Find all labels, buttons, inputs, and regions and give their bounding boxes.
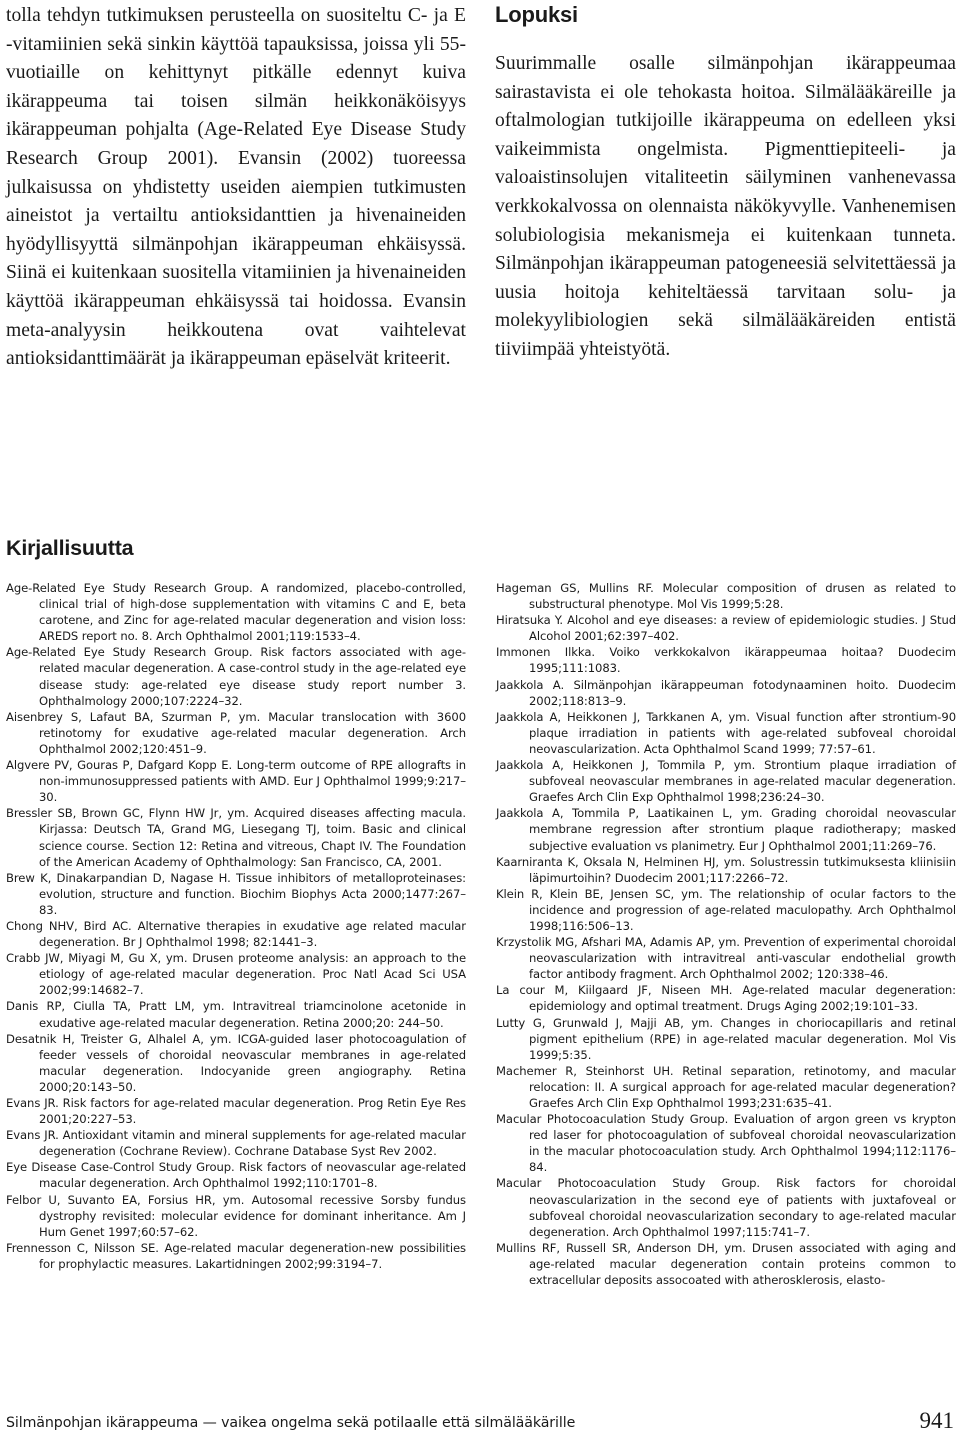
reference-entry: Chong NHV, Bird AC. Alternative therapies in exudative age related macular degeneration. Br J Ophthalmol 1998; 82:1441–3.: [6, 918, 466, 950]
reference-entry: Age-Related Eye Study Research Group. A randomized, placebo-controlled, clinical trial of high-dose supplementation with vitamins C and E, beta carotene, and Zinc for age-related macular degeneration and vision loss: AREDS report no. 8. Arch Ophthalmol 2001;119:1533–4.: [6, 581, 466, 644]
reference-entry: Crabb JW, Miyagi M, Gu X, ym. Drusen proteome analysis: an approach to the etiology of age-related macular degeneration. Proc Natl Acad Sci USA 2002;99:14682–7.: [6, 951, 466, 998]
reference-entry: Jaakkola A, Heikkonen J, Tommila P, ym. Strontium plaque irradiation of subfoveal neovascular membranes in age-related macular degeneration. Graefes Arch Clin Exp Ophthalmol 1998;236:24–30.: [496, 758, 956, 805]
reference-entry: Aisenbrey S, Lafaut BA, Szurman P, ym. Macular translocation with 3600 retinotomy for exudative age-related macular degeneration. Arch Ophthalmol 2002;120:451–9.: [6, 709, 466, 756]
left-text-column: [6, 2, 466, 374]
body-paragraph: Suurimmalle osalle silmänpohjan ikärappeumaa sairastavista ei ole tehokasta hoitoa. Silmälääkäreille ja oftalmologian tutkijoille ikärappeuma on edelleen yksi vaikeimmista ongelmista. Pigmenttiepiteeli- ja valoaistinsolujen vitaliteetin säilyminen vanhenevassa verkkokalvossa on olennaista näkökyvylle. Vanhenemisen solubiologisia mekanismeja ei kuitenkaan tunneta. Silmänpohjan ikärappeuman patogeneesiä selvitettäessä ja uusia hoitoja kehiteltäessä tarvitaan solu- ja molekyylibiologien sekä silmälääkäreiden entistä tiiviimpää yhteistyötä.: [495, 53, 956, 360]
reference-entry: Krzystolik MG, Afshari MA, Adamis AP, ym. Prevention of experimental choroidal neovascularization with intravitreal anti-vascular endothelial growth factor antibody fragment. Arch Ophthalmol 2002; 120:338–46.: [496, 935, 956, 982]
section-heading-lopuksi: Lopuksi: [495, 2, 578, 27]
reference-entry: Machemer R, Steinhorst UH. Retinal separation, retinotomy, and macular relocation: II. A surgical approach for age-related macular degeneration? Graefes Arch Clin Exp Ophthalmol 1993;231:635–41.: [496, 1063, 956, 1110]
reference-entry: Macular Photocoaculation Study Group. Risk factors for choroidal neovascularization in the second eye of patients with juxtafoveal or subfoveal choroidal neovascularization secondary to age-related macular degeneration. Arch Ophthalmol 1997;115:741–7.: [496, 1176, 956, 1239]
reference-entry: Jaakkola A, Tommila P, Laatikainen L, ym. Grading choroidal neovascular membrane regression after strontium plaque radiotherapy; masked subjective evaluation vs planimetry. Eur J Ophthalmol 2001;11:269–76.: [496, 806, 956, 853]
reference-entry: Hageman GS, Mullins RF. Molecular composition of drusen as related to substructural phenotype. Mol Vis 1999;5:28.: [496, 581, 956, 612]
page-number: 941: [919, 1408, 954, 1433]
reference-entry: Macular Photocoaculation Study Group. Evaluation of argon green vs krypton red laser for photocoagulation of subfoveal choroidal neovascularization in the macular photocoaculation study. Arch Ophthalmol 1994;112:1176–84.: [496, 1112, 956, 1175]
reference-entry: Algvere PV, Gouras P, Dafgard Kopp E. Long-term outcome of RPE allografts in non-immunosuppressed patients with AMD. Eur J Ophthalmol 1999;9:217–30.: [6, 758, 466, 805]
reference-entry: Brew K, Dinakarpandian D, Nagase H. Tissue inhibitors of metalloproteinases: evolution, structure and function. Biochim Biophys Acta 2000;1477:267–83.: [6, 870, 466, 917]
running-title: Silmänpohjan ikärappeuma — vaikea ongelma sekä potilaalle että silmälääkärille: [6, 1415, 576, 1431]
references-heading: Kirjallisuutta: [6, 536, 134, 560]
reference-entry: Age-Related Eye Study Research Group. Risk factors associated with age-related macular degeneration. A case-control study in the age-related eye disease study: age-related eye disease study report number 3. Ophthalmology 2000;107:2224–32.: [6, 645, 466, 708]
reference-entry: Danis RP, Ciulla TA, Pratt LM, ym. Intravitreal triamcinolone acetonide in exudative age-related macular degeneration. Retina 2000;20: 244–50.: [6, 999, 466, 1030]
reference-entry: Frennesson C, Nilsson SE. Age-related macular degeneration-new possibilities for prophylactic measures. Lakartidningen 2002;99:3194–7.: [6, 1240, 466, 1271]
reference-entry: Mullins RF, Russell SR, Anderson DH, ym. Drusen associated with aging and age-related macular degeneration contain proteins common to extracellular deposits assocoated with atherosklerosis, elasto-: [496, 1240, 956, 1288]
reference-entry: Evans JR. Risk factors for age-related macular degeneration. Prog Retin Eye Res 2001;20:227–53.: [6, 1096, 466, 1127]
reference-entry: Eye Disease Case-Control Study Group. Risk factors of neovascular age-related macular degeneration. Arch Ophthalmol 1992;110:1701–8.: [6, 1160, 466, 1191]
reference-entry: Jaakkola A, Heikkonen J, Tarkkanen A, ym. Visual function after strontium-90 plaque irradiation in patients with age-related subfoveal choroidal neovascularization. Acta Ophthalmol Scand 1999; 77:57–61.: [496, 709, 956, 756]
right-text-column: [495, 0, 956, 365]
reference-entry: Lutty G, Grunwald J, Majji AB, ym. Changes in choriocapillaris and retinal pigment epithelium (RPE) in age-related macular degeneration. Mol Vis 1999;5:35.: [496, 1015, 956, 1062]
references-list-left: [6, 580, 466, 1272]
reference-entry: Felbor U, Suvanto EA, Forsius HR, ym. Autosomal recessive Sorsby fundus dystrophy revisited: molecular evidence for dominant inheritance. Am J Hum Genet 1997;60:57–62.: [6, 1192, 466, 1239]
reference-entry: Immonen Ilkka. Voiko verkkokalvon ikärappeumaa hoitaa? Duodecim 1995;111:1083.: [496, 645, 956, 676]
page-footer: [6, 1404, 954, 1434]
reference-entry: Evans JR. Antioxidant vitamin and mineral supplements for age-related macular degeneration (Cochrane Review). Cochrane Database Syst Rev 2002.: [6, 1128, 466, 1159]
reference-entry: La cour M, Kiilgaard JF, Niseen MH. Age-related macular degeneration: epidemiology and optimal treatment. Drugs Aging 2002;19:101–33.: [496, 983, 956, 1014]
reference-entry: Bressler SB, Brown GC, Flynn HW Jr, ym. Acquired diseases affecting macula. Kirjassa: Deutsch TA, Grand MG, Liesegang TJ, toim. Basic and clinical science course. Section 12: Retina and vitreous, Chapt IV. The Foundation of the American Academy of Ophthalmology: San Francisco, CA, 2001.: [6, 806, 466, 869]
references-list-right: [496, 580, 956, 1288]
body-paragraph: tolla tehdyn tutkimuksen perusteella on suositeltu C- ja E -vitamiinien sekä sinkin käyttöä tapauksissa, joissa yli 55-vuotiaille on kehittynyt pitkälle edennyt kuiva ikärappeuma tai toisen silmän heikkonäköisyys ikärappeuman pohjalta (Age-Related Eye Disease Study Research Group 2001). Evansin (2002) tuoreessa julkaisussa on yhdistetty useiden aiempien tutkimusten aineistot ja vertailtu antioksidanttien ja hivenaineiden hyödyllisyyttä silmänpohjan ikärappeuman ehkäisyssä. Siinä ei kuitenkaan suositella vitamiinien ja hivenaineiden käyttöä ikärappeuman ehkäisyssä tai hoidossa. Evansin meta-analyysin heikkoutena ovat vaihtelevat antioksidanttimäärät ja ikärappeuman epäselvät kriteerit.: [6, 5, 466, 370]
reference-entry: Hiratsuka Y. Alcohol and eye diseases: a review of epidemiologic studies. J Stud Alcohol 2001;62:397–402.: [496, 613, 956, 644]
reference-entry: Klein R, Klein BE, Jensen SC, ym. The relationship of ocular factors to the incidence and progression of age-related maculopathy. Arch Ophthalmol 1998;116:506–13.: [496, 886, 956, 933]
reference-entry: Kaarniranta K, Oksala N, Helminen HJ, ym. Solustressin tutkimuksesta kliinisiin läpimurtoihin? Duodecim 2001;117:2266–72.: [496, 854, 956, 885]
reference-entry: Jaakkola A. Silmänpohjan ikärappeuman fotodynaaminen hoito. Duodecim 2002;118:813–9.: [496, 677, 956, 708]
reference-entry: Desatnik H, Treister G, Alhalel A, ym. ICGA-guided laser photocoagulation of feeder vessels of choroidal neovascular membranes in age-related macular degeneration. Indocyanide green angiography. Retina 2000;20:143–50.: [6, 1031, 466, 1094]
